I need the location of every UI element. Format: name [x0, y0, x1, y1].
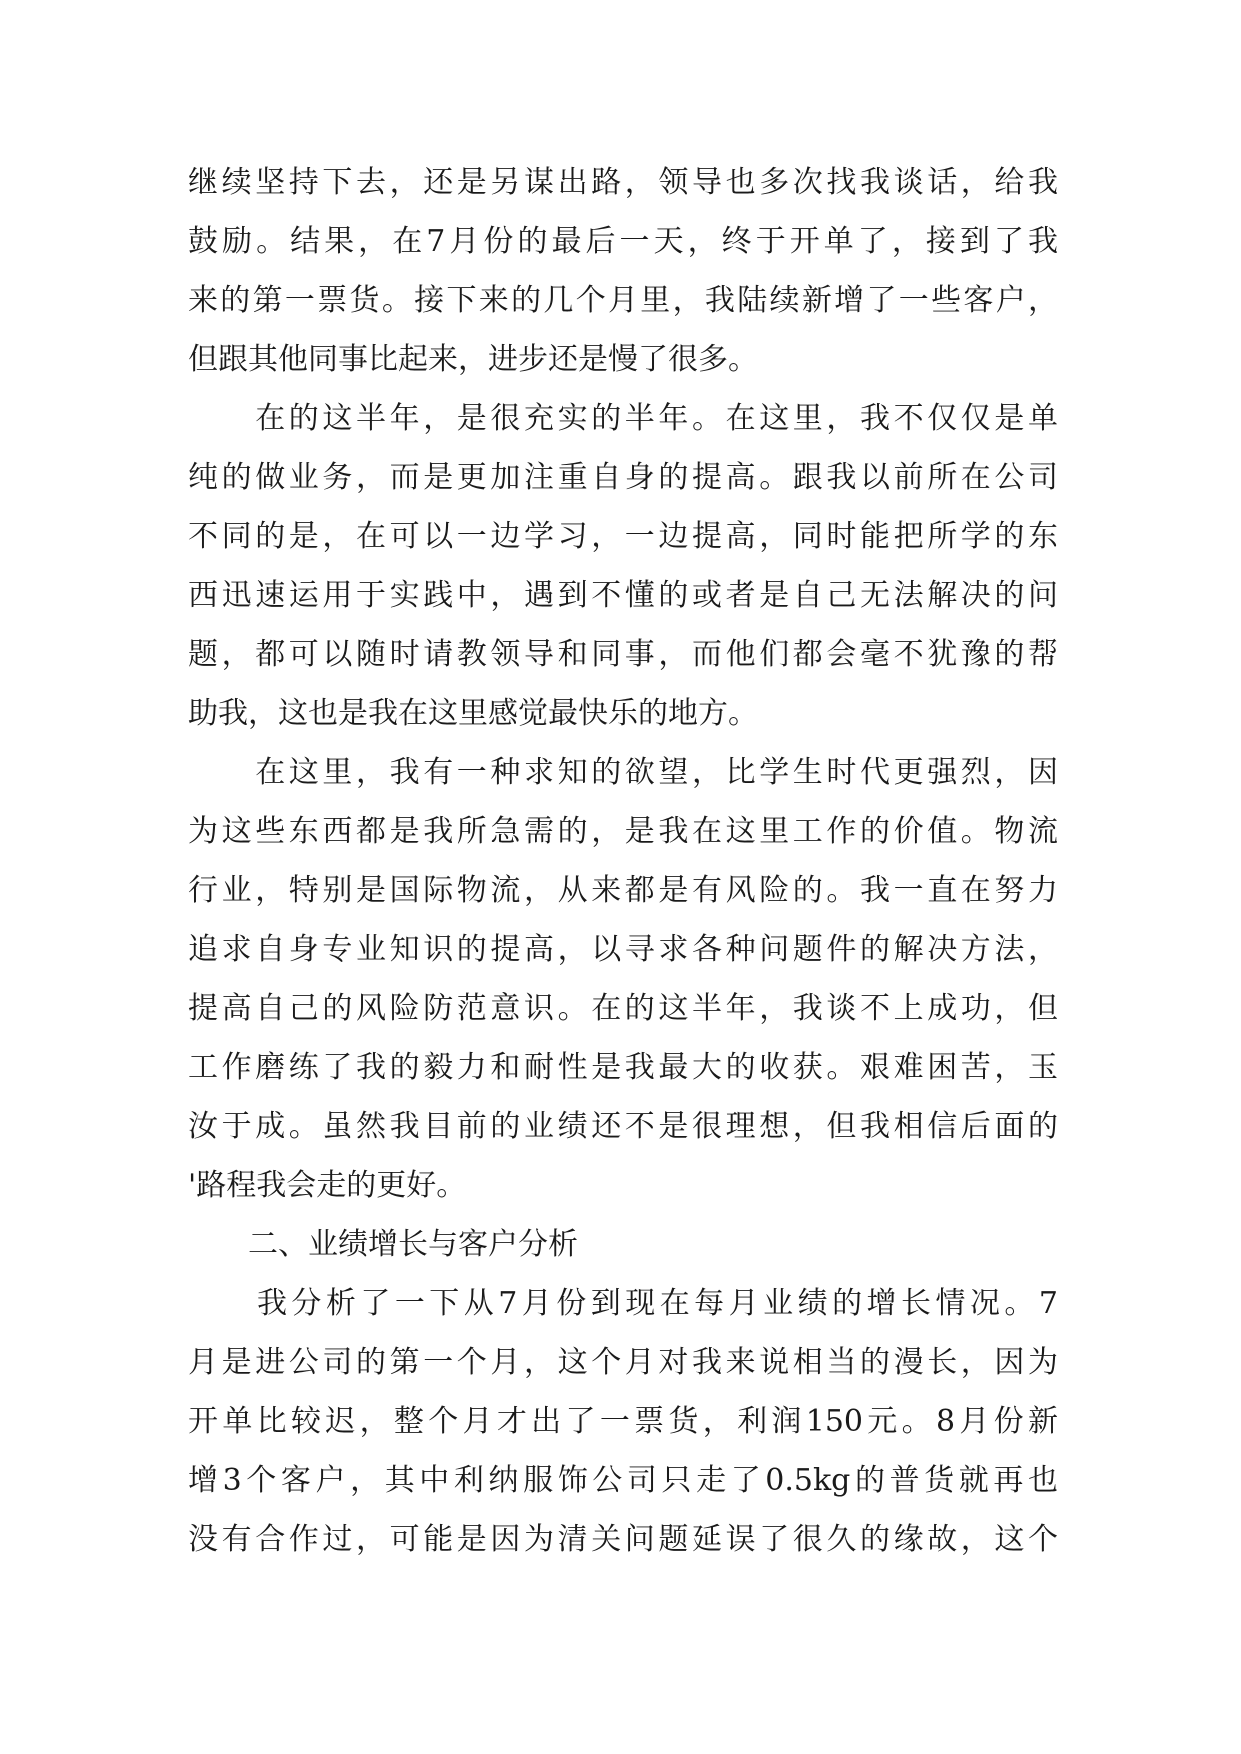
text-line: 不同的是，在可以一边学习，一边提高，同时能把所学的东 — [188, 519, 1058, 554]
text-line: 工作磨练了我的毅力和耐性是我最大的收获。艰难困苦，玉 — [188, 1050, 1058, 1085]
text-line: 开单比较迟，整个月才出了一票货，利润150元。8月份新 — [188, 1404, 1058, 1439]
text-line: 月是进公司的第一个月，这个月对我来说相当的漫长，因为 — [188, 1345, 1058, 1380]
text-line: 题，都可以随时请教领导和同事，而他们都会毫不犹豫的帮 — [188, 637, 1058, 672]
text-line: 增3个客户，其中利纳服饰公司只走了0.5kg的普货就再也 — [188, 1463, 1058, 1498]
text-line: 纯的做业务，而是更加注重自身的提高。跟我以前所在公司 — [188, 460, 1058, 495]
body-text — [188, 153, 1058, 1569]
section-heading: 二、业绩增长与客户分析 — [188, 1227, 578, 1262]
text-line: 来的第一票货。接下来的几个月里，我陆续新增了一些客户， — [188, 283, 1058, 318]
text-line: 没有合作过，可能是因为清关问题延误了很久的缘故，这个 — [188, 1522, 1058, 1557]
text-line: 追求自身专业知识的提高，以寻求各种问题件的解决方法， — [188, 932, 1058, 967]
text-line: 鼓励。结果，在7月份的最后一天，终于开单了，接到了我 — [188, 224, 1058, 259]
text-line: '路程我会走的更好。 — [188, 1168, 467, 1203]
text-line: 但跟其他同事比起来，进步还是慢了很多。 — [188, 342, 758, 377]
text-line: 汝于成。虽然我目前的业绩还不是很理想，但我相信后面的 — [188, 1109, 1058, 1144]
text-line: 继续坚持下去，还是另谋出路，领导也多次找我谈话，给我 — [188, 165, 1058, 200]
text-line: 西迅速运用于实践中，遇到不懂的或者是自己无法解决的问 — [188, 578, 1058, 613]
text-line: 在这里，我有一种求知的欲望，比学生时代更强烈，因 — [188, 755, 1058, 790]
text-line: 助我，这也是我在这里感觉最快乐的地方。 — [188, 696, 758, 731]
text-line: 我分析了一下从7月份到现在每月业绩的增长情况。7 — [188, 1286, 1058, 1321]
text-line: 在的这半年，是很充实的半年。在这里，我不仅仅是单 — [188, 401, 1058, 436]
text-line: 行业，特别是国际物流，从来都是有风险的。我一直在努力 — [188, 873, 1058, 908]
text-line: 为这些东西都是我所急需的，是我在这里工作的价值。物流 — [188, 814, 1058, 849]
text-line: 提高自己的风险防范意识。在的这半年，我谈不上成功，但 — [188, 991, 1058, 1026]
